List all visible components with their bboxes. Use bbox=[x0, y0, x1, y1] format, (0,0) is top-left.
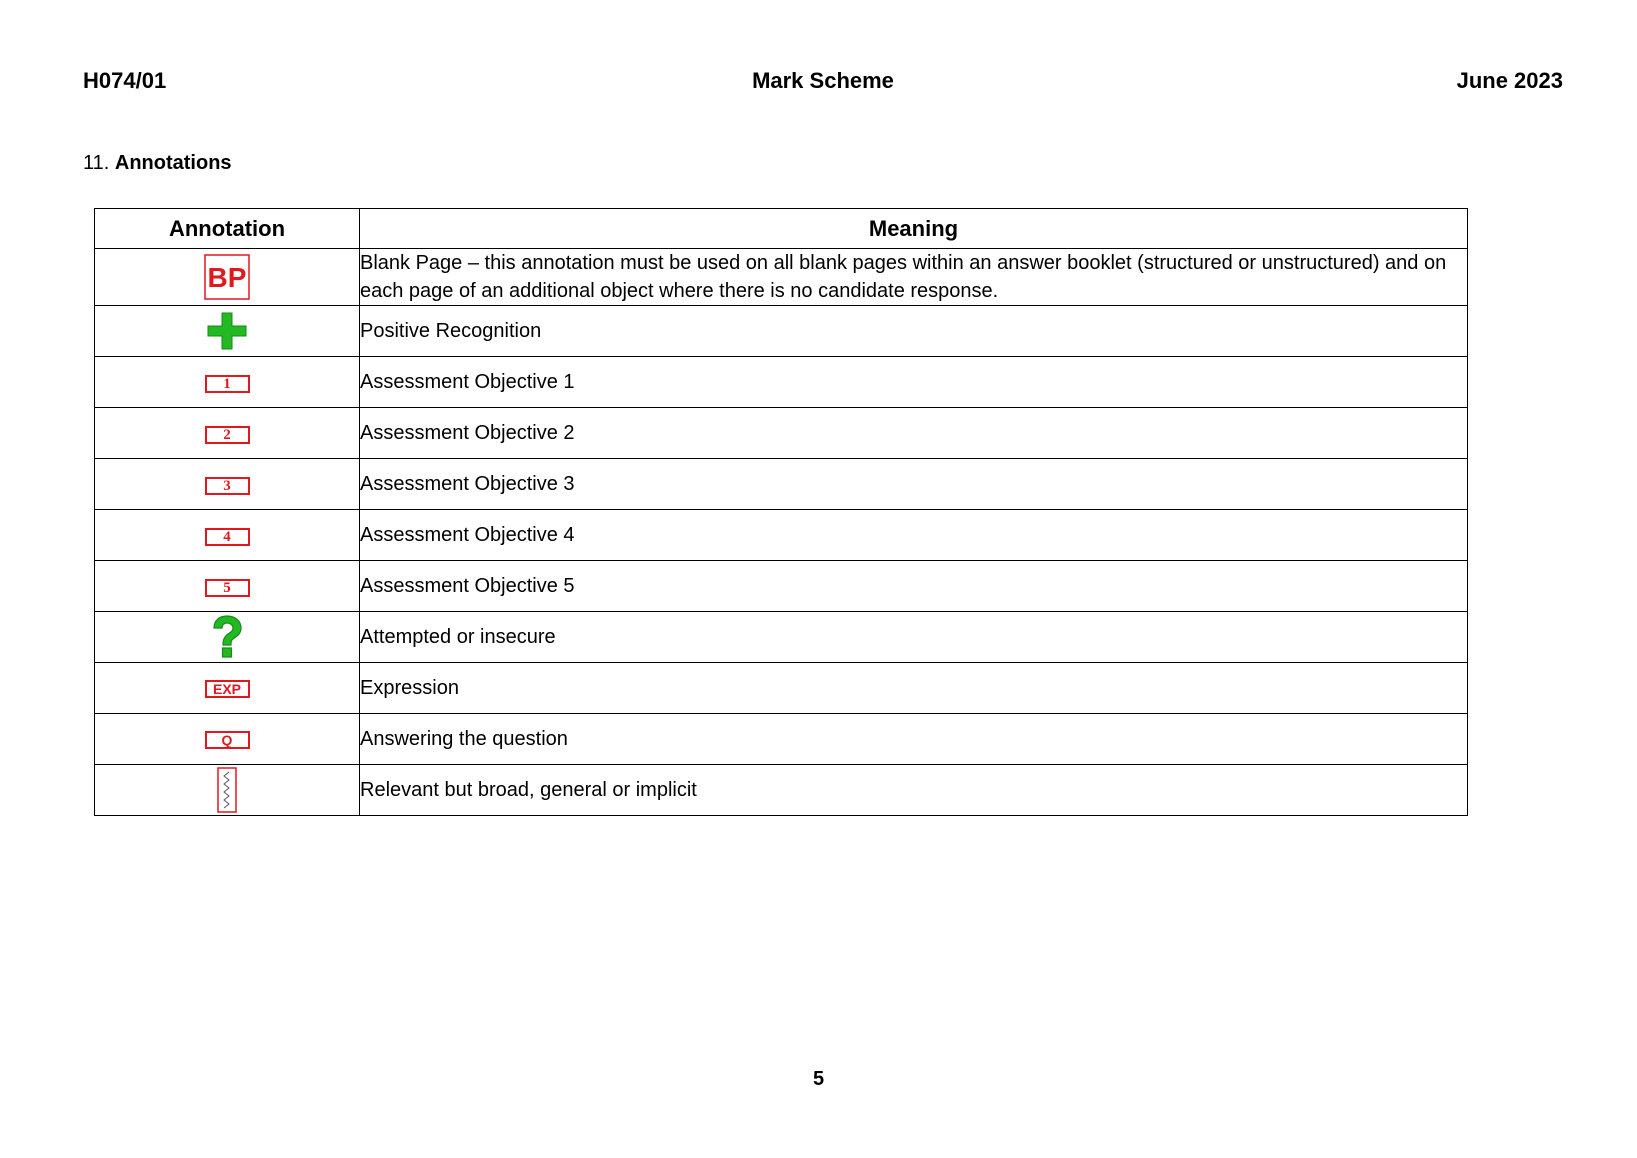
annotation-cell bbox=[95, 249, 360, 306]
meaning-cell: Attempted or insecure bbox=[360, 612, 1468, 663]
ao1-icon: 1 bbox=[205, 375, 250, 393]
table-row bbox=[95, 765, 1468, 816]
ao3-icon: 3 bbox=[205, 477, 250, 495]
annotation-cell bbox=[95, 306, 360, 357]
table-row bbox=[95, 459, 1468, 510]
meaning-cell: Assessment Objective 1 bbox=[360, 357, 1468, 408]
annotation-cell bbox=[95, 663, 360, 714]
exp-icon: EXP bbox=[205, 680, 250, 698]
page-number: 5 bbox=[812, 1068, 825, 1090]
annotation-cell bbox=[95, 714, 360, 765]
green-plus-icon bbox=[207, 312, 247, 350]
wavy-line-icon bbox=[217, 767, 237, 813]
meaning-cell: Blank Page – this annotation must be used on all blank pages within an answer booklet (structured or unstructured) and on each page of an additional object where there is no candidate response. bbox=[360, 249, 1468, 306]
annotation-cell bbox=[95, 765, 360, 816]
document-title: Mark Scheme bbox=[752, 68, 894, 93]
meaning-cell: Answering the question bbox=[360, 714, 1468, 765]
meaning-cell: Assessment Objective 2 bbox=[360, 408, 1468, 459]
annotation-cell bbox=[95, 561, 360, 612]
document-code: H074/01 bbox=[83, 68, 167, 93]
page-header bbox=[83, 68, 1563, 98]
section-title: Annotations bbox=[114, 152, 232, 174]
annotation-cell bbox=[95, 459, 360, 510]
table-row bbox=[95, 714, 1468, 765]
document-date: June 2023 bbox=[1456, 68, 1563, 93]
header-meaning: Meaning bbox=[360, 209, 1468, 249]
meaning-cell: Assessment Objective 5 bbox=[360, 561, 1468, 612]
annotation-cell bbox=[95, 357, 360, 408]
table-row bbox=[95, 306, 1468, 357]
meaning-cell: Positive Recognition bbox=[360, 306, 1468, 357]
annotation-cell bbox=[95, 612, 360, 663]
meaning-cell: Relevant but broad, general or implicit bbox=[360, 765, 1468, 816]
table-row bbox=[95, 357, 1468, 408]
section-heading bbox=[83, 152, 232, 175]
annotation-cell bbox=[95, 408, 360, 459]
table-row bbox=[95, 561, 1468, 612]
annotation-cell bbox=[95, 510, 360, 561]
table-row bbox=[95, 249, 1468, 306]
ao2-icon: 2 bbox=[205, 426, 250, 444]
table-row bbox=[95, 612, 1468, 663]
ao5-icon: 5 bbox=[205, 579, 250, 597]
header-annotation: Annotation bbox=[95, 209, 360, 249]
ao4-icon: 4 bbox=[205, 528, 250, 546]
table-header-row bbox=[95, 209, 1468, 249]
meaning-cell: Assessment Objective 4 bbox=[360, 510, 1468, 561]
annotations-table bbox=[94, 208, 1468, 816]
table-row bbox=[95, 510, 1468, 561]
green-question-icon bbox=[209, 615, 245, 659]
meaning-cell: Expression bbox=[360, 663, 1468, 714]
q-icon: Q bbox=[205, 731, 250, 749]
bp-icon-text: BP bbox=[207, 262, 247, 293]
table-row bbox=[95, 408, 1468, 459]
section-number: 11. bbox=[83, 152, 110, 174]
table-row bbox=[95, 663, 1468, 714]
bp-icon bbox=[204, 254, 250, 300]
meaning-cell: Assessment Objective 3 bbox=[360, 459, 1468, 510]
